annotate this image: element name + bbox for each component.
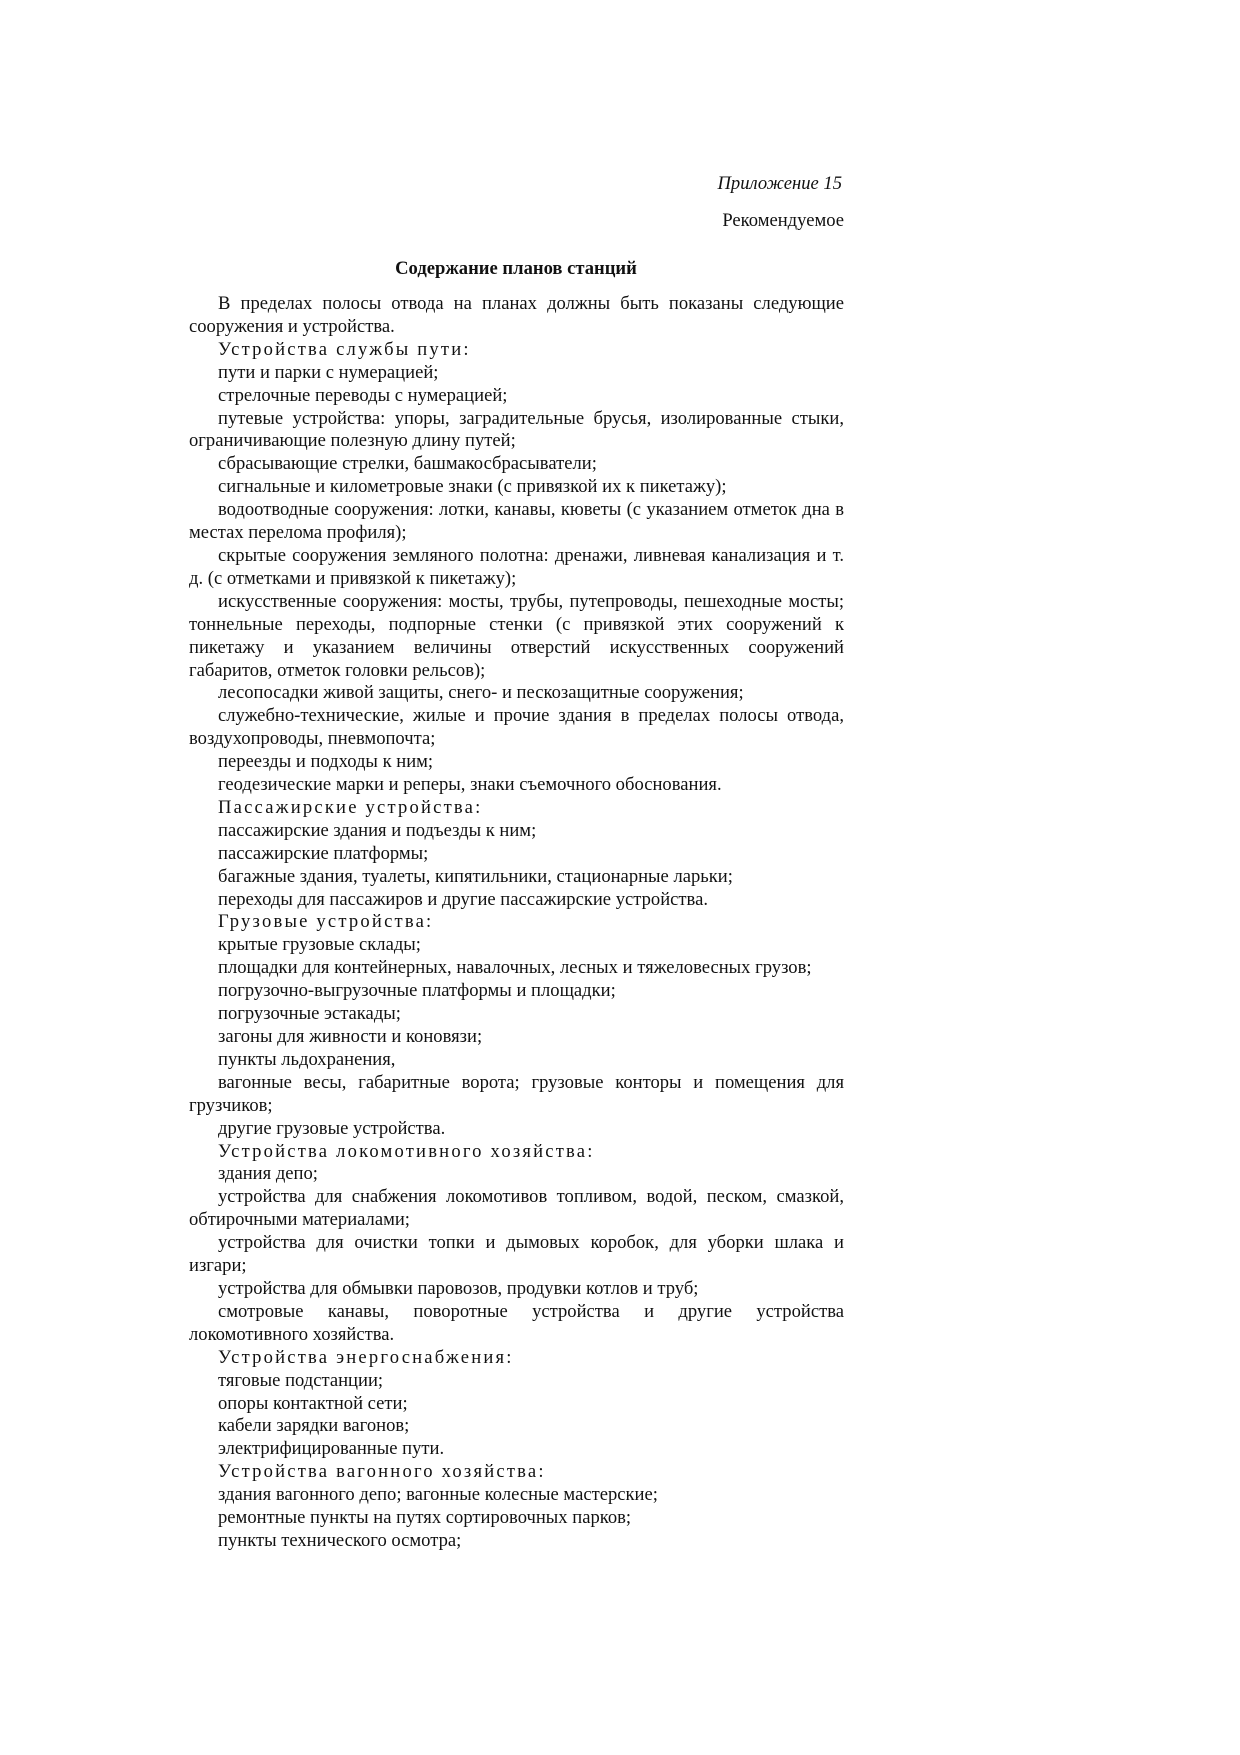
paragraph: кабели зарядки вагонов; (218, 1415, 410, 1437)
paragraph: пункты технического осмотра; (218, 1529, 462, 1551)
status-label: Рекомендуемое (722, 210, 844, 231)
paragraph: пассажирские здания и подъезды к ним; (218, 819, 537, 841)
paragraph: багажные здания, туалеты, кипятильники, стационарные ларьки; (218, 865, 733, 887)
paragraph: здания вагонного депо; вагонные колесные мастерские; (218, 1484, 658, 1506)
paragraph: электрифицированные пути. (218, 1438, 445, 1460)
section-heading: Устройства энергоснабжения: (218, 1346, 514, 1368)
body-text (189, 293, 844, 1553)
paragraph: путевые устройства: упоры, заградительные брусья, изолированные стыки, ограничивающие полезную длину путей; (189, 407, 844, 452)
paragraph: ремонтные пункты на путях сортировочных парков; (218, 1507, 632, 1529)
paragraph: здания депо; (218, 1163, 318, 1185)
paragraph: устройства для снабжения локомотивов топливом, водой, песком, смазкой, обтирочными материалами; (189, 1186, 844, 1231)
section-heading: Пассажирские устройства: (218, 796, 483, 818)
paragraph: устройства для обмывки паровозов, продувки котлов и труб; (218, 1277, 699, 1299)
section-heading: Устройства службы пути: (218, 338, 471, 360)
paragraph: пассажирские платформы; (218, 842, 429, 864)
paragraph: переезды и подходы к ним; (218, 751, 434, 773)
section-heading: Грузовые устройства: (218, 911, 434, 933)
paragraph: сигнальные и километровые знаки (с привязкой их к пикетажу); (218, 476, 727, 498)
paragraph: устройства для очистки топки и дымовых коробок, для уборки шлака и изгари; (189, 1232, 844, 1277)
paragraph: сбрасывающие стрелки, башмакосбрасыватели; (218, 453, 597, 475)
paragraph: опоры контактной сети; (218, 1392, 408, 1414)
section-heading: Устройства вагонного хозяйства: (218, 1461, 546, 1483)
paragraph: лесопосадки живой защиты, снего- и пескозащитные сооружения; (218, 682, 744, 704)
paragraph: скрытые сооружения земляного полотна: дренажи, ливневая канализация и т. д. (с отметками и привязкой к пикетажу); (189, 544, 844, 589)
paragraph: пункты льдохранения, (218, 1048, 396, 1070)
appendix-number: Приложение 15 (717, 173, 842, 194)
paragraph: загоны для живности и коновязи; (218, 1026, 483, 1047)
paragraph: крытые грузовые склады; (218, 934, 421, 956)
page-title: Содержание планов станций (395, 258, 637, 279)
paragraph: смотровые канавы, поворотные устройства и другие устройства локомотивного хозяйства. (189, 1300, 844, 1345)
paragraph: погрузочные эстакады; (218, 1003, 401, 1025)
paragraph: геодезические марки и реперы, знаки съемочного обоснования. (218, 774, 722, 796)
section-heading: Устройства локомотивного хозяйства: (218, 1140, 595, 1162)
paragraph: тяговые подстанции; (218, 1369, 384, 1391)
paragraph: пути и парки с нумерацией; (218, 361, 439, 383)
paragraph: служебно-технические, жилые и прочие здания в пределах полосы отвода, воздухопроводы, пневмопочта; (189, 705, 844, 750)
paragraph: другие грузовые устройства. (218, 1117, 446, 1139)
paragraph: переходы для пассажиров и другие пассажирские устройства. (218, 888, 708, 910)
paragraph: вагонные весы, габаритные ворота; грузовые конторы и помещения для грузчиков; (189, 1071, 844, 1116)
paragraph: искусственные сооружения: мосты, трубы, путепроводы, пешеходные мосты; тоннельные переходы, подпорные стенки (с привязкой этих сооружений к пикетажу и указанием величины отверстий искусственных сооружений габаритов, отметок головки рельсов); (189, 590, 844, 681)
paragraph: погрузочно-выгрузочные платформы и площадки; (218, 980, 616, 1002)
paragraph: площадки для контейнерных, навалочных, лесных и тяжеловесных грузов; (218, 957, 812, 979)
paragraph: стрелочные переводы с нумерацией; (218, 384, 508, 406)
paragraph: водоотводные сооружения: лотки, канавы, кюветы (с указанием отметок дна в местах перелома профиля); (189, 499, 844, 544)
paragraph: В пределах полосы отвода на планах должны быть показаны следующие сооружения и устройства. (189, 293, 844, 337)
